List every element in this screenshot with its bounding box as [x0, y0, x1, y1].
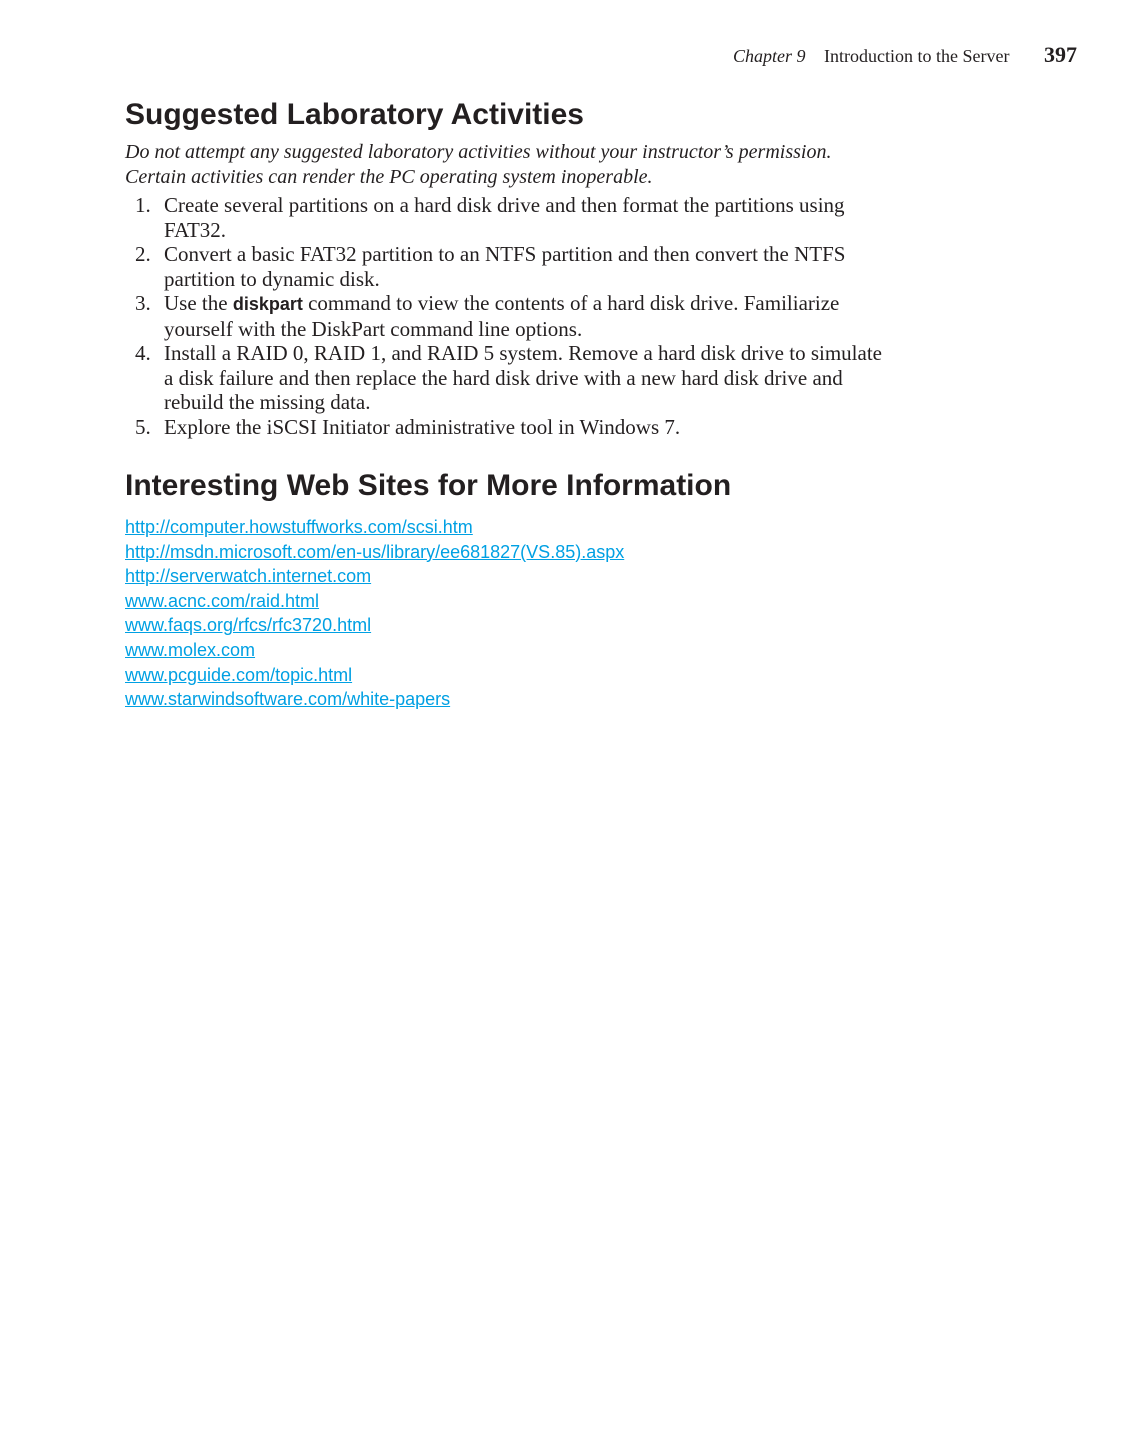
list-item-number: 5. [135, 414, 151, 439]
web-link-pcguide[interactable]: www.pcguide.com/topic.html [125, 664, 353, 685]
web-link-howstuffworks[interactable]: http://computer.howstuffworks.com/scsi.htm [125, 517, 473, 537]
web-link-acnc[interactable]: www.acnc.com/raid.html [125, 590, 320, 611]
chapter-label: Chapter 9 [733, 46, 806, 66]
list-item-number: 2. [135, 242, 151, 266]
lab-intro-warning: Do not attempt any suggested laboratory activities without your instructor’s permission. Certain activities can render the PC operating system inoperable. [125, 141, 832, 188]
list-item-number: 4. [135, 341, 151, 365]
diskpart-command: diskpart [232, 294, 303, 314]
list-item-number: 3. [135, 291, 151, 315]
web-link-serverwatch[interactable]: http://serverwatch.internet.com [125, 566, 372, 587]
page-content [125, 96, 885, 712]
chapter-title: Introduction to the Server [824, 46, 1010, 66]
list-item-text-start: Use the [164, 291, 233, 315]
web-link-molex[interactable]: www.molex.com [125, 639, 256, 660]
web-links-list [125, 515, 885, 712]
list-item [125, 341, 885, 415]
page-number: 397 [1044, 42, 1077, 67]
running-head [733, 42, 1077, 68]
list-item [125, 415, 885, 440]
lab-activities-list [125, 193, 885, 439]
list-item-text-end: command to view the contents of a hard disk drive. Familiarize yourself with the DiskPart command line options. [164, 291, 840, 341]
list-item [125, 242, 885, 291]
list-item-text: Install a RAID 0, RAID 1, and RAID 5 system. Remove a hard disk drive to simulate a disk failure and then replace the hard disk drive with a new hard disk drive and rebuild the missing data. [164, 341, 882, 414]
list-item [125, 193, 885, 242]
list-item-number: 1. [135, 193, 151, 217]
list-item-text: Create several partitions on a hard disk drive and then format the partitions using FAT32. [164, 193, 845, 242]
web-link-starwind[interactable]: www.starwindsoftware.com/white-papers [125, 689, 451, 710]
web-link-msdn[interactable]: http://msdn.microsoft.com/en-us/library/ee681827(VS.85).aspx [125, 541, 625, 562]
list-item-text: Explore the iSCSI Initiator administrative tool in Windows 7. [164, 414, 681, 439]
lab-section-heading: Suggested Laboratory Activities [125, 98, 584, 131]
web-link-faqs[interactable]: www.faqs.org/rfcs/rfc3720.html [125, 615, 372, 636]
list-item-text: Convert a basic FAT32 partition to an NTFS partition and then convert the NTFS partition to dynamic disk. [164, 242, 846, 291]
web-section-heading: Interesting Web Sites for More Information [125, 469, 732, 502]
list-item [125, 291, 885, 341]
